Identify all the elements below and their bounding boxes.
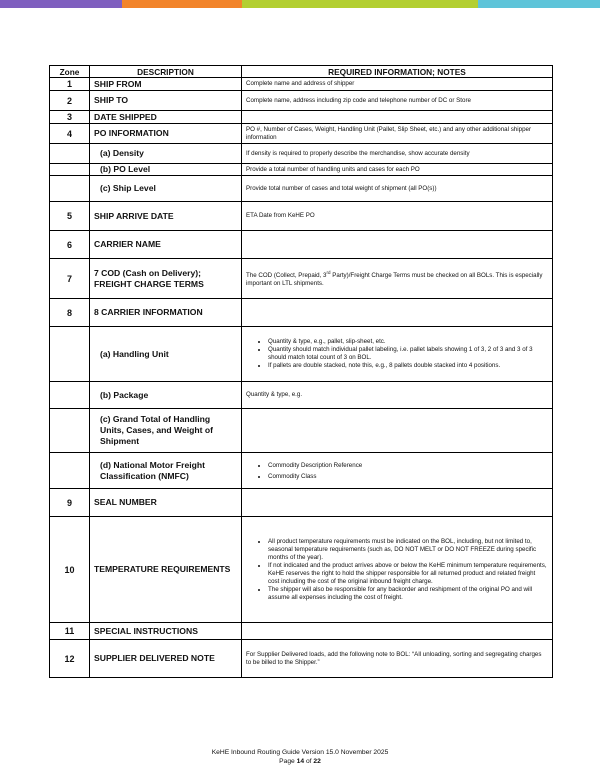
table-row bbox=[50, 299, 553, 327]
notes-cell bbox=[242, 231, 553, 259]
zone-cell bbox=[50, 409, 90, 453]
zone-cell: 4 bbox=[50, 124, 90, 144]
footer-version-line: KeHE Inbound Routing Guide Version 15.0 November 2025 bbox=[211, 749, 389, 756]
description-cell bbox=[90, 453, 242, 489]
table-row bbox=[50, 176, 553, 202]
zone-cell: 1 bbox=[50, 78, 90, 91]
bullet-list bbox=[246, 338, 548, 370]
description-cell: (b) Package bbox=[90, 382, 242, 409]
bullet-list bbox=[246, 460, 548, 482]
description-cell: 8 CARRIER INFORMATION bbox=[90, 299, 242, 327]
notes-cell: ETA Date from KeHE PO bbox=[242, 202, 553, 231]
notes-cell bbox=[242, 259, 553, 299]
description-line: 7 COD (Cash on Delivery); bbox=[94, 267, 201, 278]
notes-cell bbox=[242, 489, 553, 517]
list-item: • All product temperature requirements must be indicated on the BOL, including, but not limited to, seasonal temperature requirements (such as, DO NOT MELT or DO NOT FREEZE during specific months of the year). bbox=[268, 538, 548, 562]
header-zone: Zone bbox=[50, 66, 90, 78]
zone-cell: 10 bbox=[50, 517, 90, 623]
table-row bbox=[50, 111, 553, 124]
description-cell: SHIP TO bbox=[90, 91, 242, 111]
page-footer bbox=[0, 748, 600, 766]
table-row bbox=[50, 453, 553, 489]
zone-cell: 7 bbox=[50, 259, 90, 299]
bullet-list bbox=[246, 538, 548, 602]
zone-cell: 11 bbox=[50, 623, 90, 640]
description-cell: SHIP ARRIVE DATE bbox=[90, 202, 242, 231]
notes-cell bbox=[242, 409, 553, 453]
zone-cell bbox=[50, 327, 90, 382]
notes-cell: Provide total number of cases and total weight of shipment (all PO(s)) bbox=[242, 176, 553, 202]
top-color-stripe bbox=[0, 0, 600, 8]
description-cell: (a) Handling Unit bbox=[90, 327, 242, 382]
notes-cell bbox=[242, 517, 553, 623]
zone-cell: 12 bbox=[50, 640, 90, 678]
description-cell: (b) PO Level bbox=[90, 164, 242, 176]
zone-cell: 9 bbox=[50, 489, 90, 517]
table-row bbox=[50, 164, 553, 176]
description-line: Shipment bbox=[100, 436, 140, 446]
table-header-row bbox=[50, 66, 553, 78]
zone-cell bbox=[50, 144, 90, 164]
header-notes: REQUIRED INFORMATION; NOTES bbox=[242, 66, 553, 78]
list-item: • If pallets are double stacked, note this, e.g., 8 pallets double stacked into 4 positions. bbox=[268, 362, 548, 370]
stripe-green bbox=[242, 0, 478, 8]
table-row bbox=[50, 327, 553, 382]
description-cell bbox=[90, 259, 242, 299]
list-item: • Quantity should match individual pallet labeling, i.e. pallet labels showing 1 of 3, 2 of 3 and 3 of 3 should match total count of 3 on BOL. bbox=[268, 346, 548, 362]
table-row bbox=[50, 489, 553, 517]
description-cell: SEAL NUMBER bbox=[90, 489, 242, 517]
table-row bbox=[50, 202, 553, 231]
description-line: (c) Grand Total of Handling bbox=[100, 414, 211, 424]
table-row bbox=[50, 78, 553, 91]
list-item: • The shipper will also be responsible for any backorder and reshipment of the original PO and will assume all expenses including the cost of freight. bbox=[268, 586, 548, 602]
description-cell: DATE SHIPPED bbox=[90, 111, 242, 124]
notes-cell: For Supplier Delivered loads, add the following note to BOL: “All unloading, sorting and segregating charges to be billed to the Shipper.” bbox=[242, 640, 553, 678]
table-row bbox=[50, 409, 553, 453]
cod-note-superscript: rd bbox=[326, 269, 331, 275]
table-row bbox=[50, 640, 553, 678]
list-item: • Commodity Description Reference bbox=[268, 460, 548, 471]
notes-cell bbox=[242, 327, 553, 382]
description-cell: SHIP FROM bbox=[90, 78, 242, 91]
list-item: • If not indicated and the product arrives above or below the KeHE minimum temperature requirements, KeHE reserves the right to hold the shipper responsible for all returned product and related freight cost including the cost of the original inbound freight charge. bbox=[268, 562, 548, 586]
description-cell: TEMPERATURE REQUIREMENTS bbox=[90, 517, 242, 623]
cod-note-text: The COD (Collect, Prepaid, 3 bbox=[246, 272, 327, 280]
table-row bbox=[50, 517, 553, 623]
description-cell: (a) Density bbox=[90, 144, 242, 164]
page-total: 22 bbox=[313, 758, 321, 765]
stripe-cyan bbox=[478, 0, 600, 8]
description-cell: CARRIER NAME bbox=[90, 231, 242, 259]
stripe-orange bbox=[122, 0, 242, 8]
notes-cell bbox=[242, 623, 553, 640]
list-item: • Quantity & type, e.g., pallet, slip-sheet, etc. bbox=[268, 338, 548, 346]
zone-cell bbox=[50, 164, 90, 176]
description-cell bbox=[90, 409, 242, 453]
description-cell: SPECIAL INSTRUCTIONS bbox=[90, 623, 242, 640]
description-cell: (c) Ship Level bbox=[90, 176, 242, 202]
table-row bbox=[50, 231, 553, 259]
zone-cell bbox=[50, 176, 90, 202]
table-row bbox=[50, 124, 553, 144]
table-row bbox=[50, 91, 553, 111]
description-cell: SUPPLIER DELIVERED NOTE bbox=[90, 640, 242, 678]
stripe-purple bbox=[0, 0, 122, 8]
zone-cell: 8 bbox=[50, 299, 90, 327]
notes-cell: Quantity & type, e.g. bbox=[242, 382, 553, 409]
footer-page-line bbox=[0, 757, 600, 766]
bol-requirements-table bbox=[49, 65, 553, 678]
table-row bbox=[50, 623, 553, 640]
zone-cell bbox=[50, 382, 90, 409]
notes-cell bbox=[242, 299, 553, 327]
notes-cell: If density is required to properly describe the merchandise, show accurate density bbox=[242, 144, 553, 164]
notes-cell: PO #, Number of Cases, Weight, Handling Unit (Pallet, Slip Sheet, etc.) and any other additional shipper information bbox=[242, 124, 553, 144]
page-of-label: of bbox=[305, 758, 312, 765]
table-row bbox=[50, 259, 553, 299]
notes-cell: Provide a total number of handling units and cases for each PO bbox=[242, 164, 553, 176]
header-description: DESCRIPTION bbox=[90, 66, 242, 78]
notes-cell: Complete name, address including zip code and telephone number of DC or Store bbox=[242, 91, 553, 111]
table-row bbox=[50, 144, 553, 164]
zone-cell: 2 bbox=[50, 91, 90, 111]
table-row bbox=[50, 382, 553, 409]
zone-cell bbox=[50, 453, 90, 489]
description-line: (d) National Motor Freight bbox=[100, 459, 206, 470]
page-number: 14 bbox=[296, 758, 305, 765]
description-line: Units, Cases, and Weight of bbox=[100, 425, 214, 435]
zone-cell: 3 bbox=[50, 111, 90, 124]
list-item: • Commodity Class bbox=[268, 471, 548, 482]
page-label: Page bbox=[279, 758, 295, 765]
notes-cell bbox=[242, 111, 553, 124]
notes-cell: Complete name and address of shipper bbox=[242, 78, 553, 91]
zone-cell: 6 bbox=[50, 231, 90, 259]
description-cell: PO INFORMATION bbox=[90, 124, 242, 144]
zone-cell: 5 bbox=[50, 202, 90, 231]
notes-cell bbox=[242, 453, 553, 489]
description-line: Classification (NMFC) bbox=[100, 470, 189, 481]
cod-note-text-cont: Party)/Freight Charge Terms must be checked on all BOLs. This is especially important on LTL shipments. bbox=[246, 272, 543, 288]
description-line: FREIGHT CHARGE TERMS bbox=[94, 278, 204, 289]
